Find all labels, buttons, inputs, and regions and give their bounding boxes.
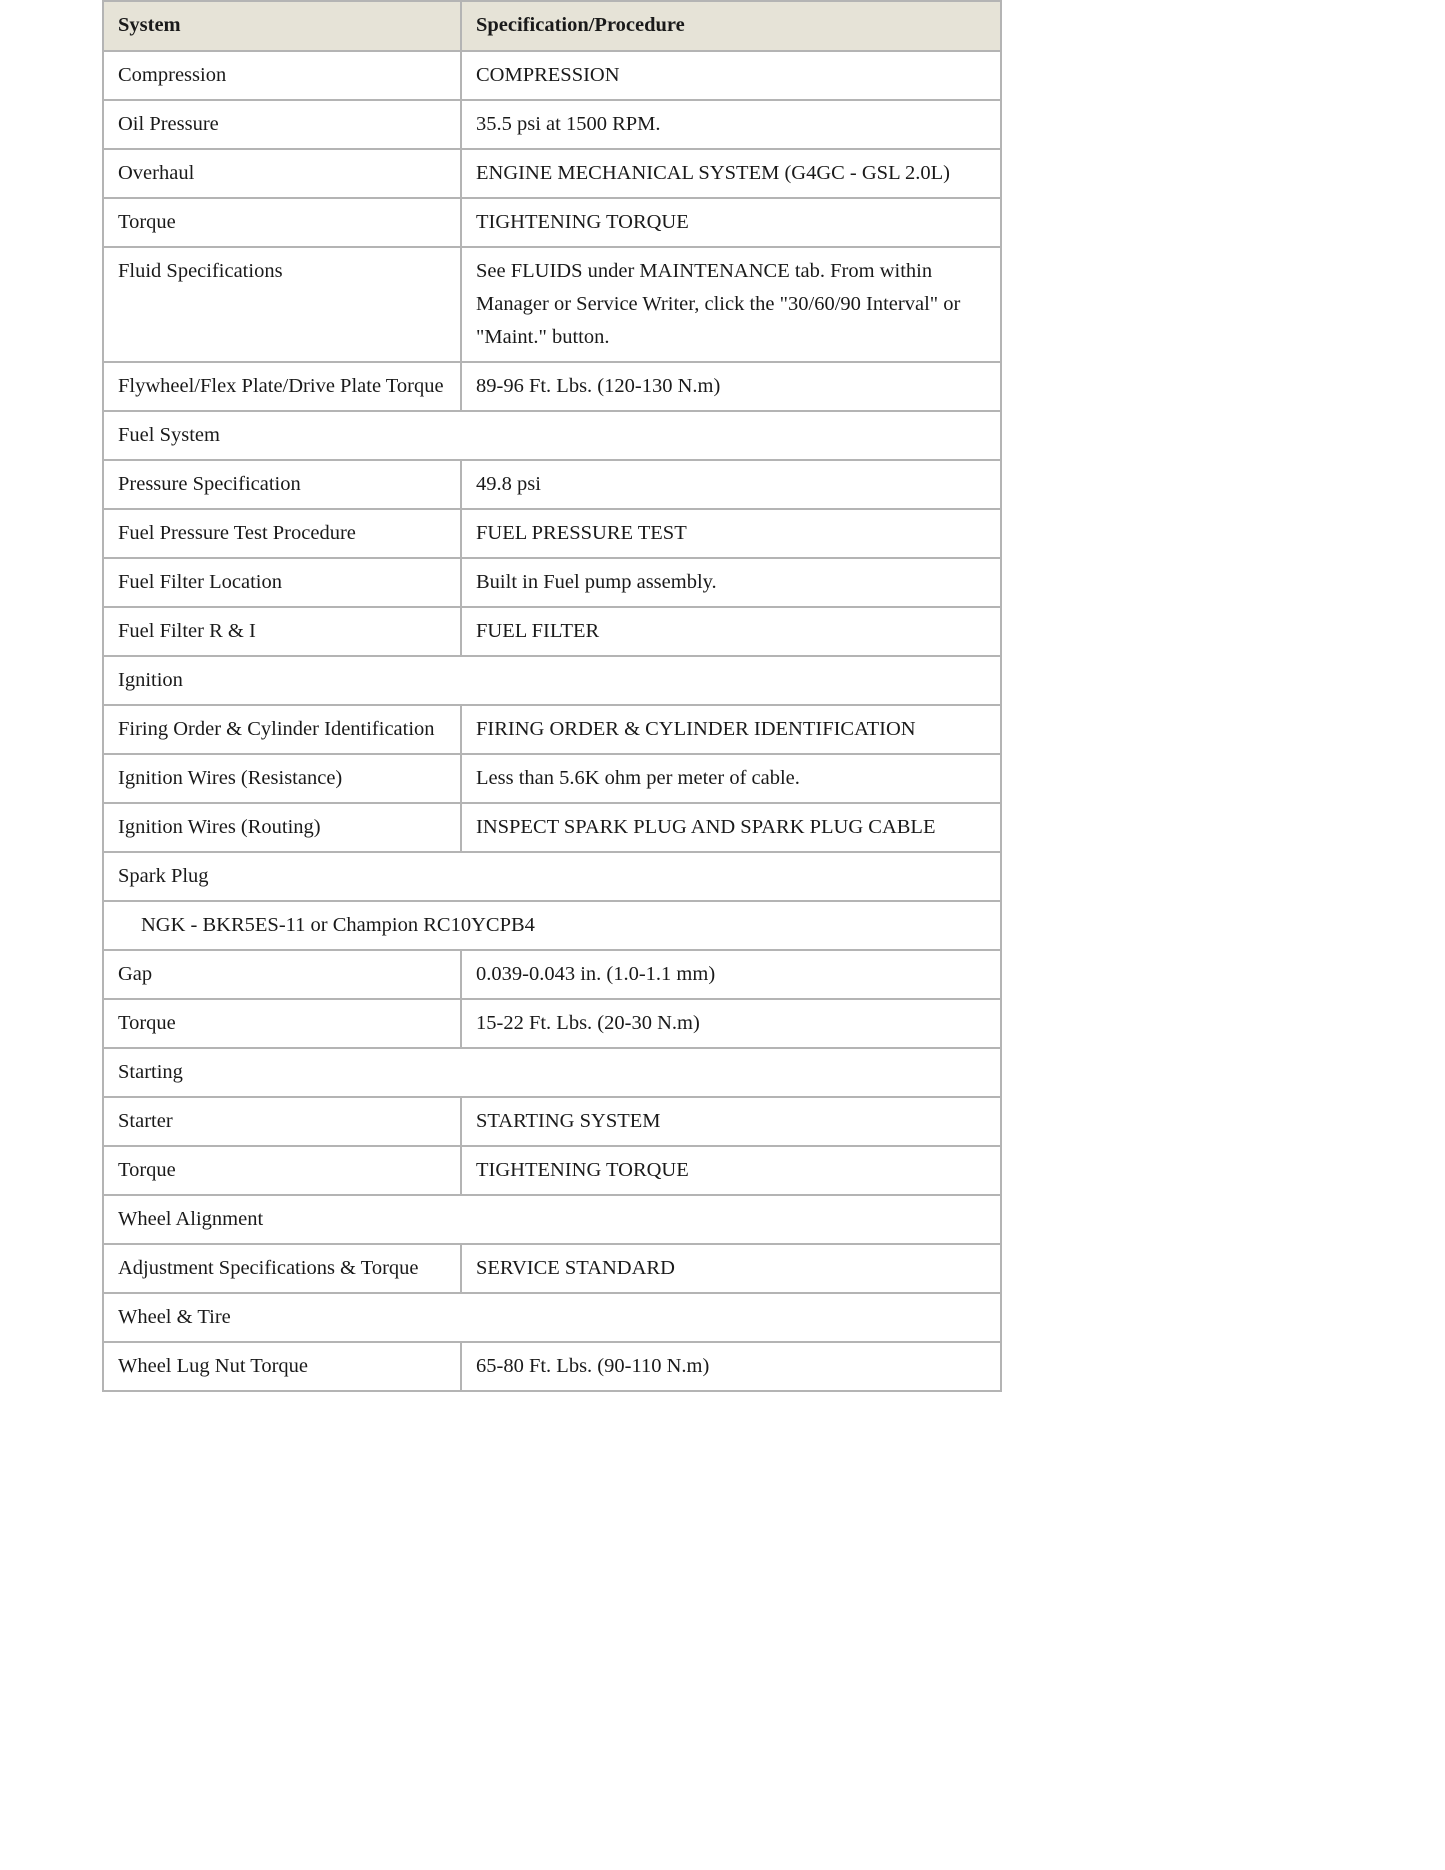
spec-column-header: Specification/Procedure [461, 1, 1001, 51]
row-value-link[interactable]: ENGINE MECHANICAL SYSTEM (G4GC - GSL 2.0L) [461, 149, 1001, 198]
row-label: Wheel Lug Nut Torque [103, 1342, 461, 1391]
row-value-link[interactable]: TIGHTENING TORQUE [461, 198, 1001, 247]
row-label: Torque [103, 999, 461, 1048]
table-row [103, 558, 1001, 607]
table-row [103, 803, 1001, 852]
row-value: Built in Fuel pump assembly. [461, 558, 1001, 607]
row-label: Firing Order & Cylinder Identification [103, 705, 461, 754]
row-label: Overhaul [103, 149, 461, 198]
row-value-link[interactable]: SERVICE STANDARD [461, 1244, 1001, 1293]
table-row [103, 149, 1001, 198]
section-heading: Starting [103, 1048, 1001, 1097]
row-label: Pressure Specification [103, 460, 461, 509]
table-header-row [103, 1, 1001, 51]
section-heading: Ignition [103, 656, 1001, 705]
section-row-spark-plug [103, 852, 1001, 901]
section-heading: Fuel System [103, 411, 1001, 460]
row-label: Starter [103, 1097, 461, 1146]
row-value: 35.5 psi at 1500 RPM. [461, 100, 1001, 149]
section-row-ignition [103, 656, 1001, 705]
row-label: Ignition Wires (Resistance) [103, 754, 461, 803]
section-row-fuel-system [103, 411, 1001, 460]
table-row [103, 198, 1001, 247]
table-row [103, 607, 1001, 656]
table-row [103, 1244, 1001, 1293]
table-row [103, 1146, 1001, 1195]
table-row [103, 100, 1001, 149]
row-value-link[interactable]: COMPRESSION [461, 51, 1001, 100]
table-row [103, 460, 1001, 509]
row-label: Fuel Pressure Test Procedure [103, 509, 461, 558]
row-value: 0.039-0.043 in. (1.0-1.1 mm) [461, 950, 1001, 999]
system-column-header: System [103, 1, 461, 51]
table-row [103, 999, 1001, 1048]
table-row [103, 509, 1001, 558]
row-value: 49.8 psi [461, 460, 1001, 509]
row-label: Fuel Filter R & I [103, 607, 461, 656]
row-label: Gap [103, 950, 461, 999]
row-label: Torque [103, 198, 461, 247]
section-heading: Spark Plug [103, 852, 1001, 901]
row-value-link[interactable]: TIGHTENING TORQUE [461, 1146, 1001, 1195]
row-value: 65-80 Ft. Lbs. (90-110 N.m) [461, 1342, 1001, 1391]
row-value-link[interactable]: INSPECT SPARK PLUG AND SPARK PLUG CABLE [461, 803, 1001, 852]
section-row-wheel-alignment [103, 1195, 1001, 1244]
row-value: 89-96 Ft. Lbs. (120-130 N.m) [461, 362, 1001, 411]
section-row-wheel-tire [103, 1293, 1001, 1342]
table-row [103, 705, 1001, 754]
table-row [103, 362, 1001, 411]
specifications-table [102, 0, 1002, 1392]
row-label: Oil Pressure [103, 100, 461, 149]
section-row-starting [103, 1048, 1001, 1097]
row-label: Fuel Filter Location [103, 558, 461, 607]
table-row [103, 754, 1001, 803]
table-row [103, 1097, 1001, 1146]
row-value: See FLUIDS under MAINTENANCE tab. From within Manager or Service Writer, click the "30/60/90 Interval" or "Maint." button. [461, 247, 1001, 362]
table-row [103, 51, 1001, 100]
row-value-link[interactable]: STARTING SYSTEM [461, 1097, 1001, 1146]
subsection-heading: NGK - BKR5ES-11 or Champion RC10YCPB4 [103, 901, 1001, 950]
subsection-row-spark-plug-type [103, 901, 1001, 950]
row-value: Less than 5.6K ohm per meter of cable. [461, 754, 1001, 803]
row-value: 15-22 Ft. Lbs. (20-30 N.m) [461, 999, 1001, 1048]
row-label: Torque [103, 1146, 461, 1195]
row-value-link[interactable]: FIRING ORDER & CYLINDER IDENTIFICATION [461, 705, 1001, 754]
section-heading: Wheel & Tire [103, 1293, 1001, 1342]
row-value-link[interactable]: FUEL FILTER [461, 607, 1001, 656]
row-label: Fluid Specifications [103, 247, 461, 362]
row-value-link[interactable]: FUEL PRESSURE TEST [461, 509, 1001, 558]
row-label: Ignition Wires (Routing) [103, 803, 461, 852]
row-label: Compression [103, 51, 461, 100]
section-heading: Wheel Alignment [103, 1195, 1001, 1244]
row-label: Adjustment Specifications & Torque [103, 1244, 461, 1293]
row-label: Flywheel/Flex Plate/Drive Plate Torque [103, 362, 461, 411]
table-row [103, 950, 1001, 999]
table-row [103, 1342, 1001, 1391]
table-row [103, 247, 1001, 362]
